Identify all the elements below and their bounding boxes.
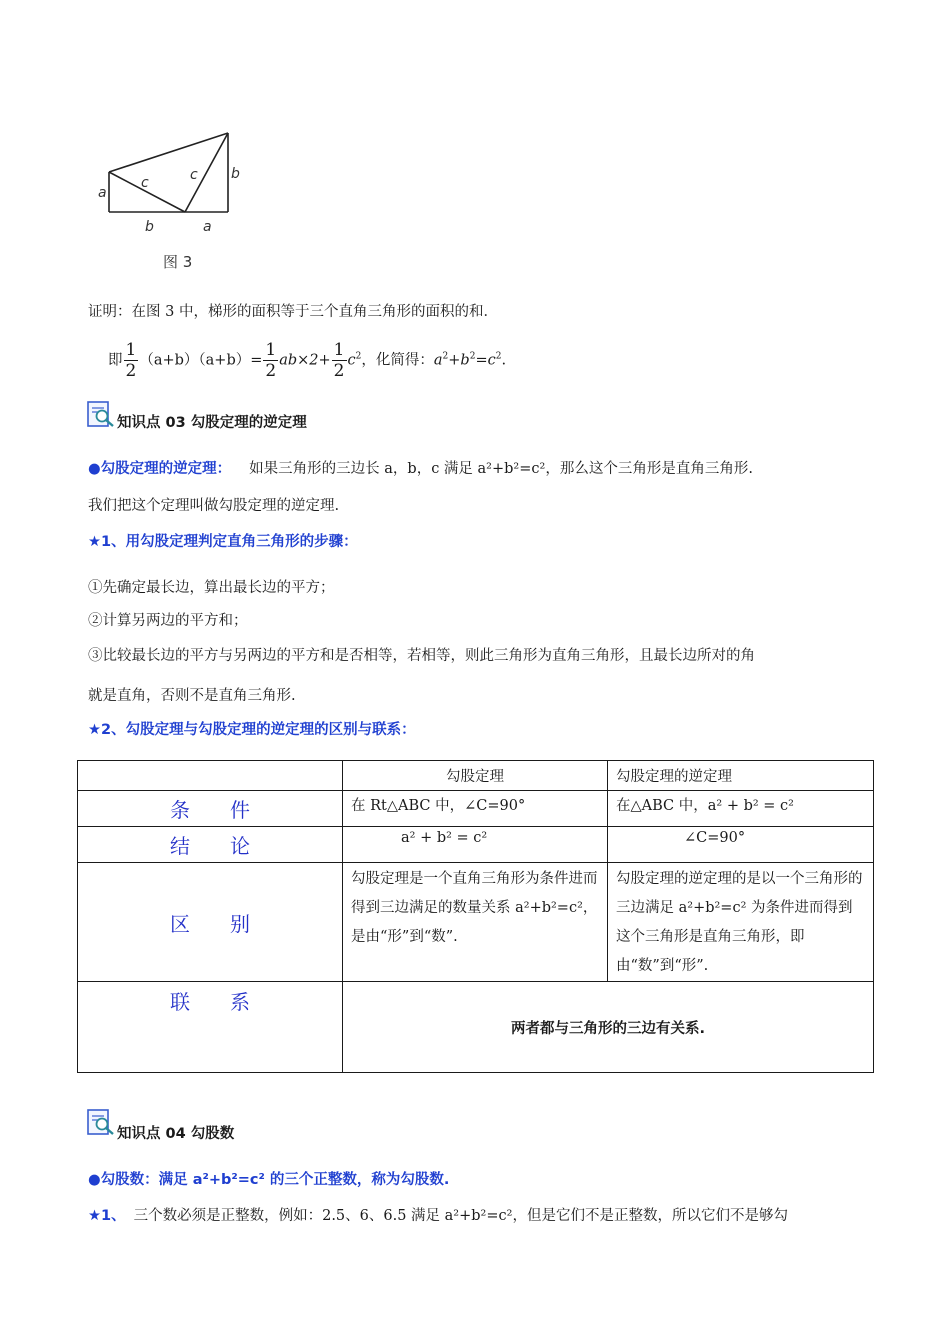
label-c-left: c (141, 175, 149, 191)
trapezoid-figure (95, 125, 255, 275)
kp03-title: 知识点 03 勾股定理的逆定理 (117, 415, 307, 431)
kp04-title: 知识点 04 勾股数 (117, 1126, 235, 1142)
proof-prefix: 即 (108, 352, 123, 369)
row-label-conclusion: 结 论 (78, 827, 343, 863)
kp04-bullet: ●勾股数：满足 a²+b²=c² 的三个正整数，称为勾股数. (88, 1172, 450, 1188)
fraction-half-2: $\frac{1}{2}$ (265, 340, 277, 381)
proof-equation: 即 $\frac{1}{2}$ （a+b）（a+b）= $\frac{1}{2}$ ab×2+ $\frac{1}{2}$ $c^2$，化简得：$a^2+b^2=c^2$. (108, 340, 507, 381)
label-c-right: c (190, 167, 198, 183)
label-b-bottom: b (145, 219, 154, 235)
cell-conclusion-theorem: a² + b² = c² (343, 827, 608, 863)
step-3-cont: 就是直角，否则不是直角三角形. (88, 688, 296, 704)
cell-difference-converse: 勾股定理的逆定理的是以一个三角形的三边满足 a²+b²=c² 为条件进而得到这个三角形是直角三角形，即由“数”到“形”. (608, 863, 874, 982)
kp03-bullet (88, 459, 753, 479)
step-3: ③比较最长边的平方与另两边的平方和是否相等，若相等，则此三角形为直角三角形，且最长边所对的角 (88, 648, 755, 664)
table-header-empty (78, 761, 343, 791)
kp03-star2-title: ★2、勾股定理与勾股定理的逆定理的区别与联系： (88, 722, 416, 738)
proof-statement: 证明：在图 3 中，梯形的面积等于三个直角三角形的面积的和． (88, 304, 498, 320)
fraction-half-3: $\frac{1}{2}$ (333, 340, 345, 381)
cell-condition-converse: 在△ABC 中，a² + b² = c² (608, 791, 874, 827)
kp03-star1-title: ★1、用勾股定理判定直角三角形的步骤： (88, 534, 358, 550)
kp03-bullet-label: ●勾股定理的逆定理： (88, 461, 232, 477)
table-header-converse: 勾股定理的逆定理 (608, 761, 874, 791)
magnifier-doc-icon (86, 400, 116, 428)
label-b-right: b (231, 166, 240, 182)
proof-term3: c (347, 352, 356, 369)
proof-term2: ab×2+ (279, 352, 331, 369)
magnifier-doc-icon (86, 1108, 116, 1136)
table-row-relation (78, 982, 874, 1073)
cell-condition-theorem: 在 Rt△ABC 中，∠C=90° (343, 791, 608, 827)
cell-difference-theorem: 勾股定理是一个直角三角形为条件进而得到三边满足的数量关系 a²+b²=c²，是由“形”到“数”. (343, 863, 608, 982)
step-2: ②计算另两边的平方和； (88, 613, 248, 629)
kp04-star1-label: ★1、 (88, 1208, 126, 1224)
row-label-relation: 联 系 (78, 982, 343, 1073)
figure-caption: 图 3 (163, 253, 193, 271)
cell-relation: 两者都与三角形的三边有关系. (343, 982, 874, 1073)
row-label-difference: 区 别 (78, 863, 343, 982)
kp03-bullet-line2: 我们把这个定理叫做勾股定理的逆定理. (88, 498, 340, 514)
table-header-theorem: 勾股定理 (343, 761, 608, 791)
table-header-row (78, 761, 874, 791)
label-a-bottom: a (203, 219, 212, 235)
kp04-star1-text: 三个数必须是正整数，例如：2.5、6、6.5 满足 a²+b²=c²，但是它们不是正整数，所以它们不是够勾 (133, 1208, 788, 1224)
cell-conclusion-converse: ∠C=90° (608, 827, 874, 863)
kp04-star1 (88, 1206, 788, 1226)
table-row-condition (78, 791, 874, 827)
step-1: ①先确定最长边，算出最长边的平方； (88, 580, 335, 596)
fraction-half-1: $\frac{1}{2}$ (125, 340, 137, 381)
kp03-bullet-text: 如果三角形的三边长 a，b，c 满足 a²+b²=c²，那么这个三角形是直角三角形. (249, 461, 753, 477)
label-a-left: a (98, 185, 107, 201)
proof-simplify: ，化简得： (361, 352, 434, 369)
row-label-condition: 条 件 (78, 791, 343, 827)
proof-term1: （a+b）（a+b）= (139, 352, 263, 369)
comparison-table (77, 760, 874, 1073)
table-row-conclusion (78, 827, 874, 863)
table-row-difference (78, 863, 874, 982)
